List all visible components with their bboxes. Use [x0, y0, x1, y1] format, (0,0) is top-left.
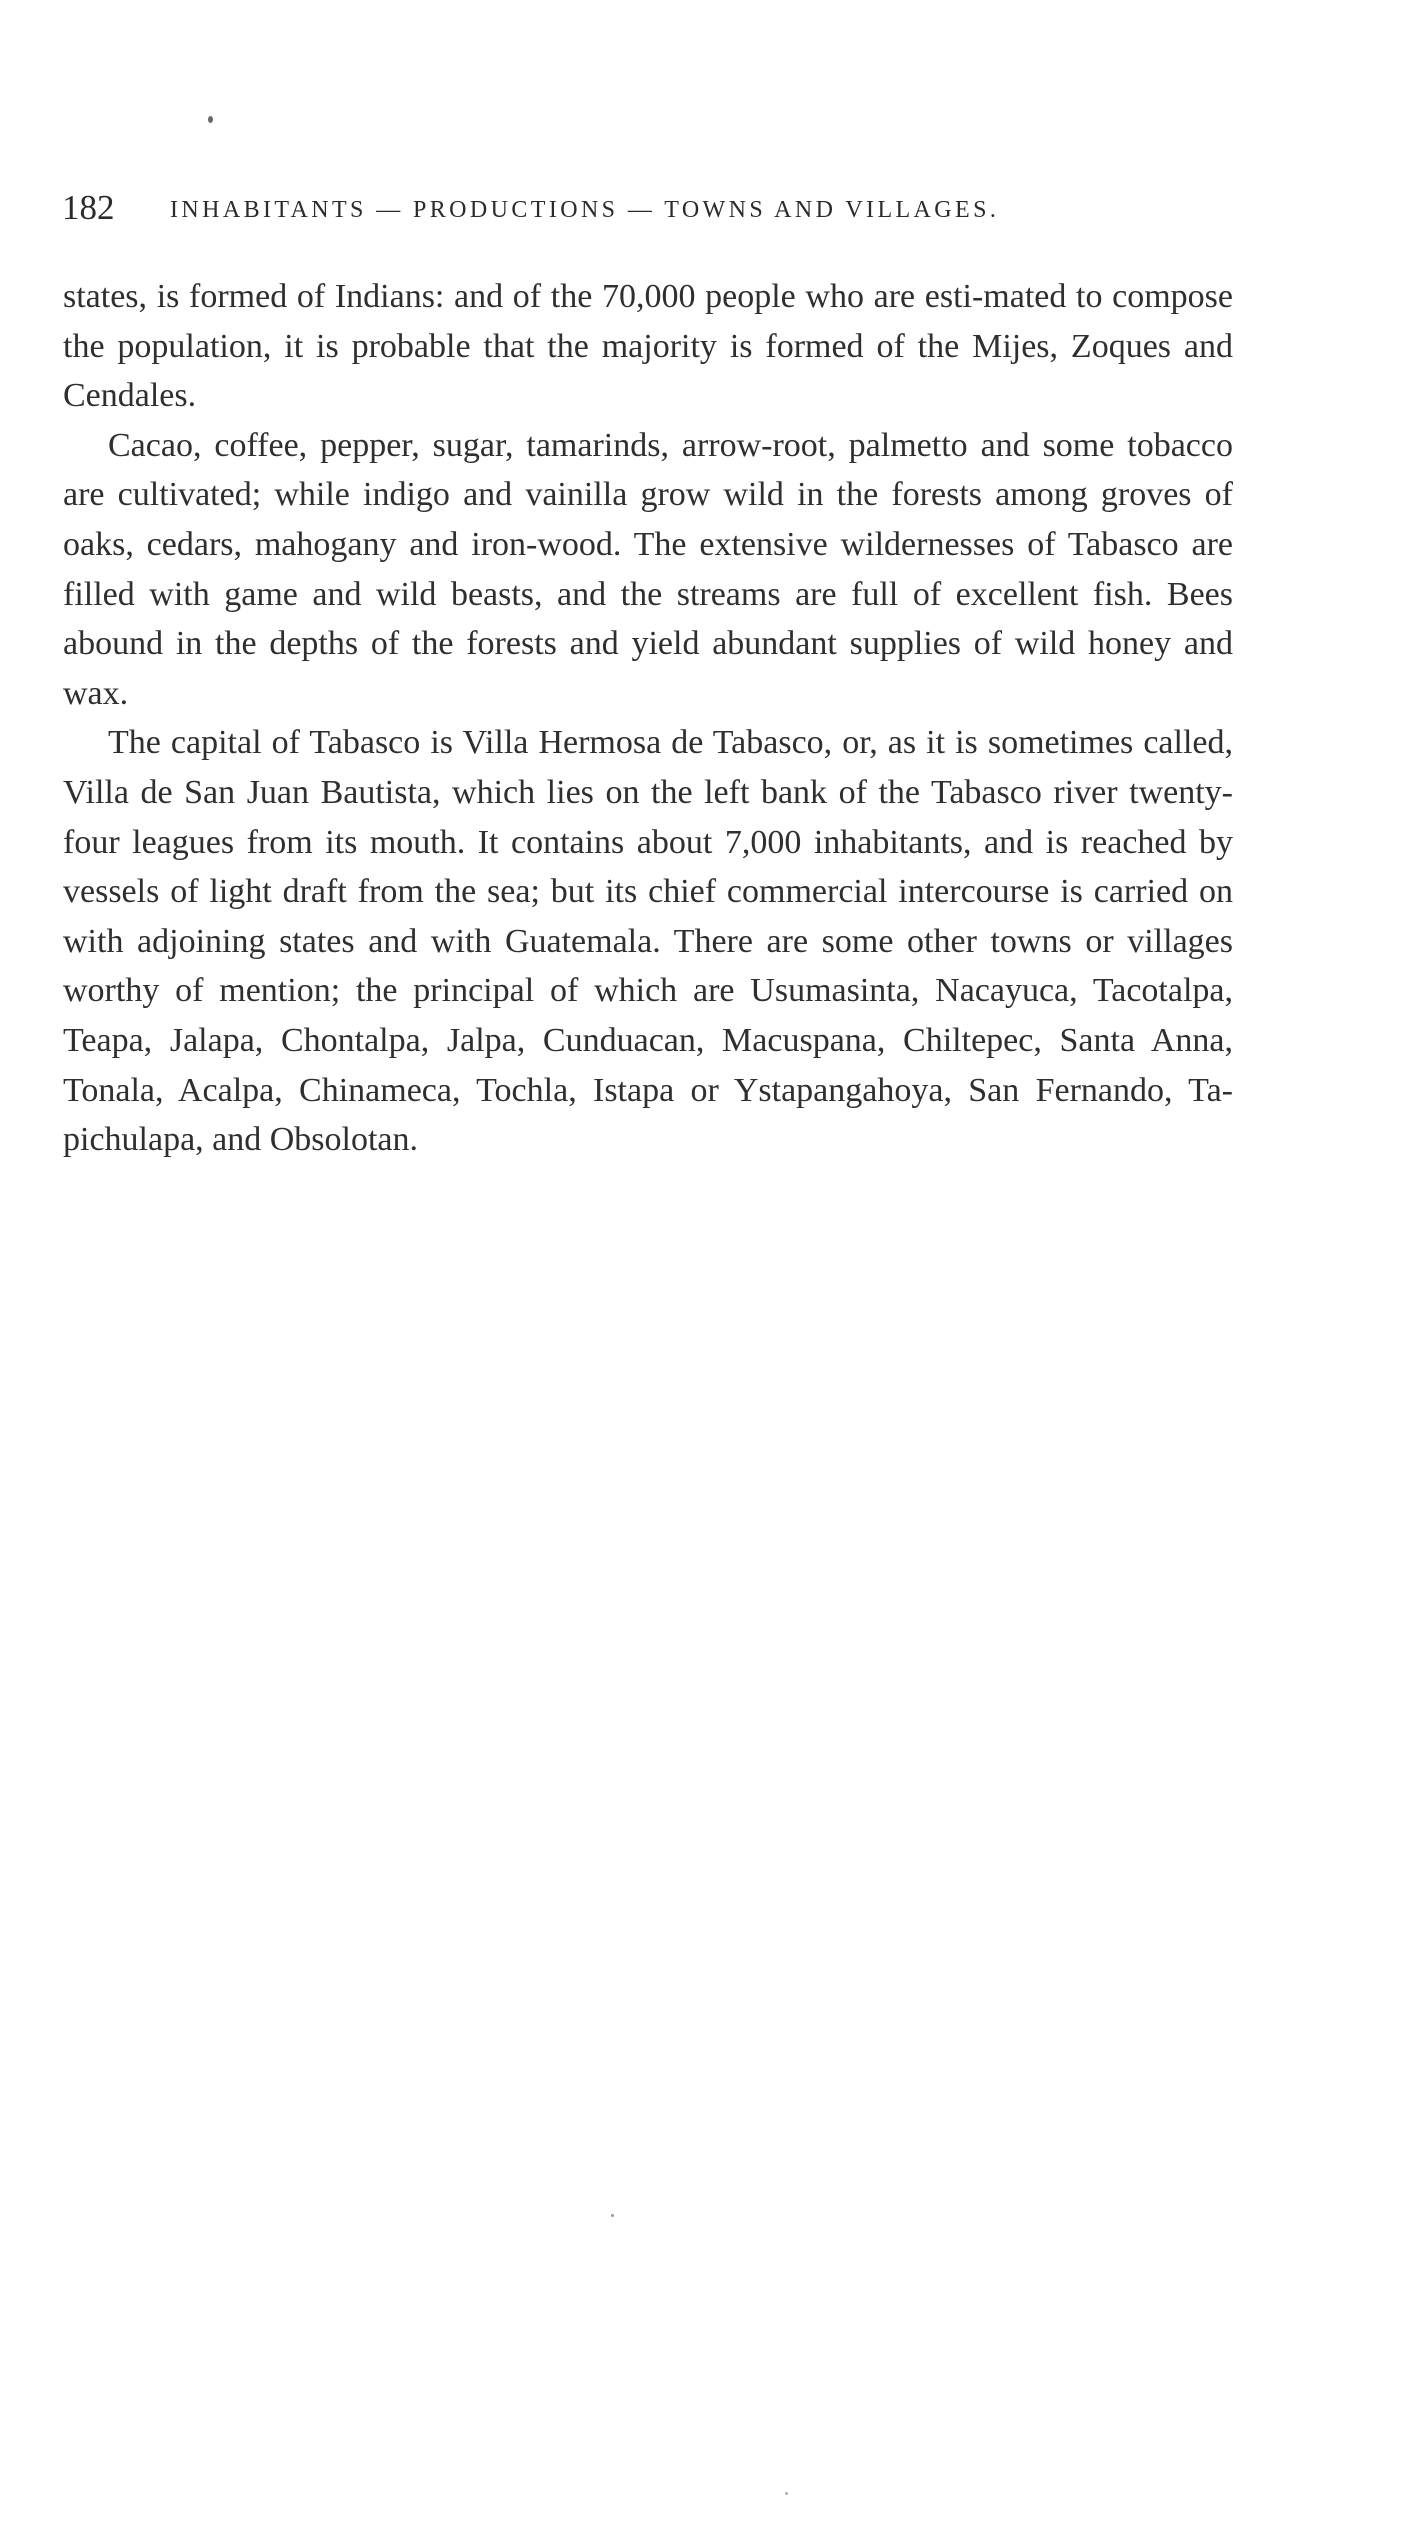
ink-speck — [208, 116, 213, 123]
running-head — [62, 188, 1152, 232]
paragraph-capital: The capital of Tabasco is Villa Hermosa de Tabasco, or, as it is sometimes called, Villa de San Juan Bautista, which lies on the left bank of the Tabasco river twenty-four leagues from its mouth. It contains about 7,000 inhabitants, and is reached by vessels of light draft from the sea; but its chief commercial intercourse is carried on with adjoining states and with Guatemala. There are some other towns or villages worthy of mention; the principal of which are Usumasinta, Nacayuca, Tacotalpa, Teapa, Jalapa, Chontalpa, Jalpa, Cunduacan, Macuspana, Chiltepec, Santa Anna, Tonala, Acalpa, Chinameca, Tochla, Istapa or Ystapangahoya, San Fernando, Ta-pichulapa, and Obsolotan. — [63, 724, 1233, 1159]
page-number: 182 — [62, 188, 115, 227]
ink-speck — [611, 2214, 614, 2217]
body-text — [63, 272, 1233, 1165]
running-head-title: INHABITANTS — PRODUCTIONS — TOWNS AND VILLAGES. — [170, 197, 1000, 223]
paragraph-continuation: states, is formed of Indians: and of the 70,000 people who are esti-mated to compose the population, it is probable that the majority is formed of the Mijes, Zoques and Cendales. — [63, 278, 1233, 415]
paragraph-productions: Cacao, coffee, pepper, sugar, tamarinds, arrow-root, palmetto and some tobacco are cultivated; while indigo and vainilla grow wild in the forests among groves of oaks, cedars, mahogany and iron-wood. The extensive wildernesses of Tabasco are filled with game and wild beasts, and the streams are full of excellent fish. Bees abound in the depths of the forests and yield abundant supplies of wild honey and wax. — [63, 426, 1233, 712]
ink-speck — [785, 2492, 788, 2495]
